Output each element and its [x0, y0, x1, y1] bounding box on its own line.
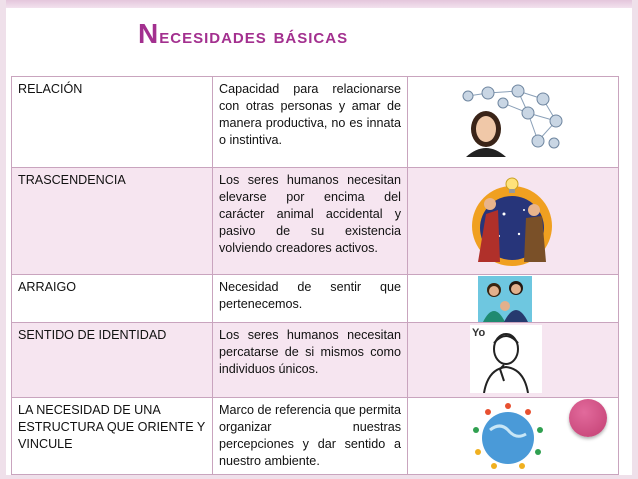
- needs-table: [11, 76, 619, 475]
- decorative-dot: [569, 399, 607, 437]
- slide-frame-right: [632, 0, 638, 479]
- family-icon: [478, 276, 532, 322]
- table-row: [12, 398, 619, 475]
- need-description: Los seres humanos necesitan percatarse de si mismos como individuos únicos.: [213, 323, 408, 398]
- social-network-icon: [458, 81, 564, 157]
- need-description: Marco de referencia que permita organizar nuestras percepciones y dar sentido a nuestro ambiente.: [213, 398, 408, 475]
- slide-frame-top: [0, 0, 638, 8]
- table-row: [12, 168, 619, 275]
- slide-title-rest: ecesidades básicas: [159, 25, 349, 48]
- table-row: [12, 275, 619, 323]
- need-image-cell: [408, 323, 619, 398]
- need-description: Necesidad de sentir que pertenecemos.: [213, 275, 408, 323]
- table-row: [12, 77, 619, 168]
- need-name: SENTIDO DE IDENTIDAD: [12, 323, 213, 398]
- need-image-cell: [408, 275, 619, 323]
- globe-people-icon: [468, 400, 548, 472]
- self-pictogram-icon: [470, 325, 542, 393]
- need-description: Los seres humanos necesitan elevarse por encima del carácter animal accidental y pasivo de su existencia volviendo creadores activos.: [213, 168, 408, 275]
- idea-people-icon: [464, 174, 560, 270]
- slide-frame-left: [0, 0, 6, 479]
- need-name: LA NECESIDAD DE UNA ESTRUCTURA QUE ORIENTE Y VINCULE: [12, 398, 213, 475]
- slide-frame-bottom: [0, 475, 638, 479]
- need-name: TRASCENDENCIA: [12, 168, 213, 275]
- need-image-cell: [408, 77, 619, 168]
- need-image-cell: [408, 168, 619, 275]
- need-description: Capacidad para relacionarse con otras personas y amar de manera productiva, no es innata o instintiva.: [213, 77, 408, 168]
- table-row: [12, 323, 619, 398]
- slide-title: Necesidades básicas: [138, 18, 349, 49]
- pictogram-label: Yo: [472, 327, 486, 339]
- need-name: ARRAIGO: [12, 275, 213, 323]
- need-name: RELACIÓN: [12, 77, 213, 168]
